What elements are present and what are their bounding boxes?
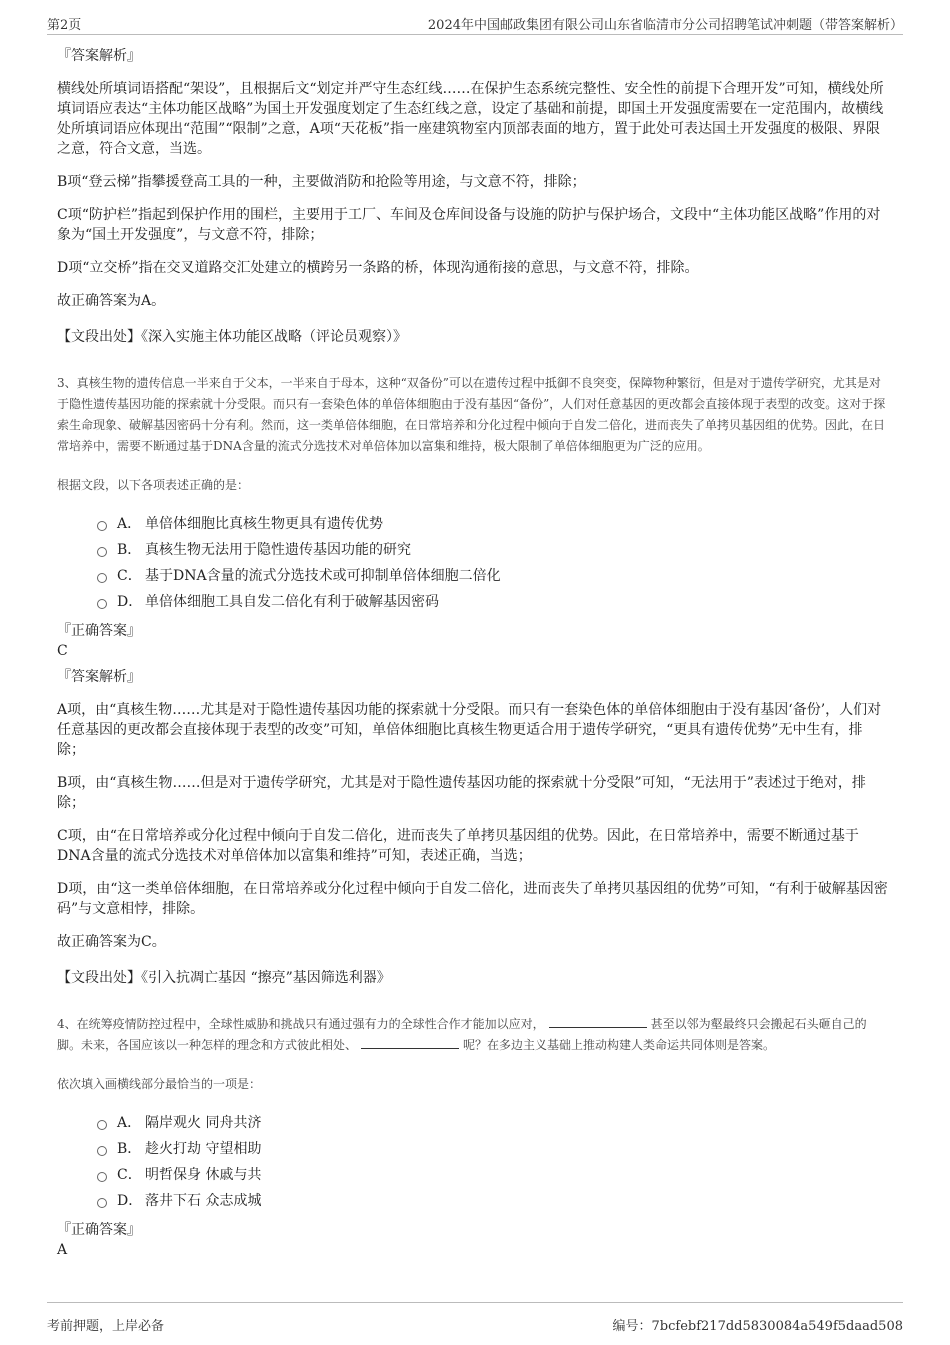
question-prompt: 根据文段，以下各项表述正确的是： bbox=[57, 478, 250, 492]
page-number: 第2页 bbox=[47, 18, 82, 33]
question-text: 3、真核生物的遗传信息一半来自于父本，一半来自于母本，这种“双备份”可以在遗传过程中抵御不良突变，保障物种繁衍，但是对于遗传学研究，尤其是对于隐性遗传基因功能的探索就十分受限。而只有一套染色体的单倍体细胞由于没有基因“备份”，人们对任意基因的更改都会直接体现于表型的改变。这对于探索生命现象、破解基因密码十分有利。然而，这一类单倍体细胞，在日常培养和分化过程中倾向于自发二倍化，进而丧失了单拷贝基因组的优势。因此，在日常培养中，需要不断通过基于DNA含量的流式分选技术对单倍体加以富集和维持，极大限制了单倍体细胞更为广泛的应用。 bbox=[57, 376, 886, 453]
option-key: B． bbox=[117, 542, 142, 558]
option-text: 单倍体细胞比真核生物更具有遗传优势 bbox=[145, 516, 383, 532]
page-content bbox=[57, 40, 889, 1260]
passage-source: 【文段出处】《引入抗凋亡基因 “擦亮”基因筛选利器》 bbox=[57, 970, 391, 986]
analysis-paragraph: C项，由“在日常培养或分化过程中倾向于自发二倍化，进而丧失了单拷贝基因组的优势。因此，在日常培养中，需要不断通过基于DNA含量的流式分选技术对单倍体加以富集和维持”可知，表述正确，当选； bbox=[57, 828, 859, 864]
option-d[interactable] bbox=[97, 1188, 889, 1214]
option-key: C． bbox=[117, 1167, 142, 1183]
option-list bbox=[97, 1110, 889, 1214]
option-text: 基于DNA含量的流式分选技术或可抑制单倍体细胞二倍化 bbox=[145, 568, 501, 584]
radio-icon[interactable] bbox=[97, 599, 107, 609]
document-title: 2024年中国邮政集团有限公司山东省临清市分公司招聘笔试冲刺题（带答案解析） bbox=[427, 18, 903, 33]
option-text: 隔岸观火 同舟共济 bbox=[145, 1115, 262, 1131]
page-footer bbox=[47, 1302, 903, 1333]
correct-answer: A bbox=[57, 1242, 68, 1258]
analysis-paragraph: B项“登云梯”指攀援登高工具的一种，主要做消防和抢险等用途，与文意不符，排除； bbox=[57, 174, 586, 190]
radio-icon[interactable] bbox=[97, 521, 107, 531]
question-text-part: 甚至以邻为壑最终只会搬起石头砸自己的脚。未来，各国应该以一种怎样的理念和方式彼此相处、 bbox=[57, 1017, 867, 1052]
option-key: B． bbox=[117, 1141, 142, 1157]
analysis-paragraph: D项，由“这一类单倍体细胞，在日常培养或分化过程中倾向于自发二倍化，进而丧失了单拷贝基因组的优势”可知，“有利于破解基因密码”与文意相悖，排除。 bbox=[57, 881, 888, 917]
option-b[interactable] bbox=[97, 1136, 889, 1162]
question-text-part: 呢？在多边主义基础上推动构建人类命运共同体则是答案。 bbox=[463, 1038, 776, 1052]
question-prompt: 依次填入画横线部分最恰当的一项是： bbox=[57, 1077, 262, 1091]
passage-source: 【文段出处】《深入实施主体功能区战略（评论员观察）》 bbox=[57, 329, 407, 345]
answer-label: 『正确答案』 bbox=[57, 623, 141, 639]
option-text: 明哲保身 休戚与共 bbox=[145, 1167, 262, 1183]
option-text: 落井下石 众志成城 bbox=[145, 1193, 262, 1209]
question-text-part: 4、在统筹疫情防控过程中，全球性威胁和挑战只有通过强有力的全球性合作才能加以应对， bbox=[57, 1017, 545, 1031]
answer-label: 『正确答案』 bbox=[57, 1222, 141, 1238]
conclusion: 故正确答案为C。 bbox=[57, 934, 166, 950]
radio-icon[interactable] bbox=[97, 1198, 107, 1208]
option-d[interactable] bbox=[97, 589, 889, 615]
correct-answer: C bbox=[57, 643, 68, 659]
footer-slogan: 考前押题，上岸必备 bbox=[47, 1319, 165, 1334]
analysis-paragraph: B项，由“真核生物……但是对于遗传学研究，尤其是对于隐性遗传基因功能的探索就十分受限”可知，“无法用于”表述过于绝对，排除； bbox=[57, 775, 866, 811]
fill-blank bbox=[361, 1036, 459, 1049]
radio-icon[interactable] bbox=[97, 1120, 107, 1130]
radio-icon[interactable] bbox=[97, 1172, 107, 1182]
option-text: 趁火打劫 守望相助 bbox=[145, 1141, 262, 1157]
option-key: A． bbox=[117, 516, 142, 532]
option-a[interactable] bbox=[97, 1110, 889, 1136]
option-key: D． bbox=[117, 594, 143, 610]
option-key: D． bbox=[117, 1193, 143, 1209]
option-key: C． bbox=[117, 568, 142, 584]
option-c[interactable] bbox=[97, 563, 889, 589]
fill-blank bbox=[549, 1015, 647, 1028]
option-key: A． bbox=[117, 1115, 142, 1131]
analysis-paragraph: 横线处所填词语搭配“架设”，且根据后文“划定并严守生态红线……在保护生态系统完整性、安全性的前提下合理开发”可知，横线处所填词语应表达“主体功能区战略”为国土开发强度划定了生态红线之意，设定了基础和前提，即国土开发强度需要在一定范围内，故横线处所填词语应体现出“范围”“限制”之意，A项“天花板”指一座建筑物室内顶部表面的地方，置于此处可表达国土开发强度的极限、界限之意，符合文意，当选。 bbox=[57, 81, 884, 157]
question-text bbox=[57, 1014, 889, 1056]
document-id: 编号：7bcfebf217dd5830084a549f5daad508 bbox=[612, 1319, 903, 1334]
radio-icon[interactable] bbox=[97, 573, 107, 583]
page-header bbox=[47, 12, 903, 35]
conclusion: 故正确答案为A。 bbox=[57, 293, 166, 309]
option-a[interactable] bbox=[97, 511, 889, 537]
option-text: 单倍体细胞工具自发二倍化有利于破解基因密码 bbox=[145, 594, 439, 610]
option-text: 真核生物无法用于隐性遗传基因功能的研究 bbox=[145, 542, 411, 558]
analysis-paragraph: C项“防护栏”指起到保护作用的围栏，主要用于工厂、车间及仓库间设备与设施的防护与保护场合，文段中“主体功能区战略”作用的对象为“国土开发强度”，与文意不符，排除； bbox=[57, 207, 881, 243]
radio-icon[interactable] bbox=[97, 547, 107, 557]
option-c[interactable] bbox=[97, 1162, 889, 1188]
analysis-paragraph: A项，由“真核生物……尤其是对于隐性遗传基因功能的探索就十分受限。而只有一套染色体的单倍体细胞由于没有基因‘备份’，人们对任意基因的更改都会直接体现于表型的改变”可知，单倍体细胞比真核生物更适合用于遗传学研究，“更具有遗传优势”无中生有，排除； bbox=[57, 702, 882, 758]
option-b[interactable] bbox=[97, 537, 889, 563]
analysis-paragraph: D项“立交桥”指在交叉道路交汇处建立的横跨另一条路的桥，体现沟通衔接的意思，与文意不符，排除。 bbox=[57, 260, 699, 276]
analysis-label: 『答案解析』 bbox=[57, 669, 141, 685]
option-list bbox=[97, 511, 889, 615]
radio-icon[interactable] bbox=[97, 1146, 107, 1156]
analysis-label: 『答案解析』 bbox=[57, 48, 141, 64]
